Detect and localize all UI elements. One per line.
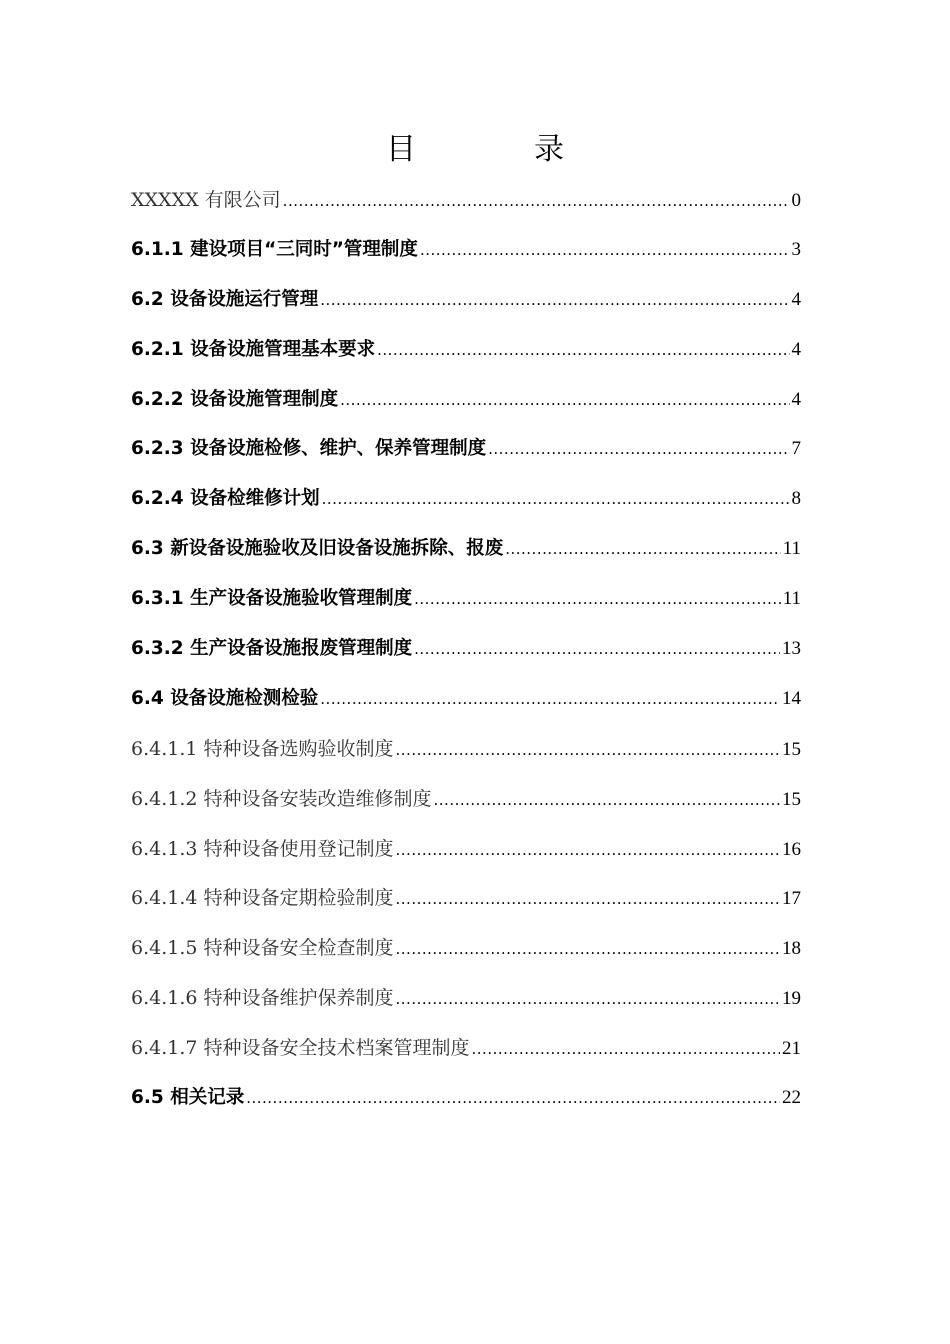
toc-entry[interactable]: [131, 1028, 801, 1078]
toc-entry-page: 13: [782, 638, 801, 660]
toc-entry[interactable]: [131, 529, 801, 579]
toc-entry[interactable]: [131, 729, 801, 779]
toc-entry[interactable]: [131, 978, 801, 1028]
toc-leader-dots: [377, 330, 789, 370]
toc-leader-dots: [420, 230, 790, 270]
toc-entry-page: 15: [782, 738, 801, 760]
toc-entry[interactable]: [131, 280, 801, 330]
toc-entry-label: 6.4.1.3 特种设备使用登记制度: [131, 837, 394, 860]
toc-entry-page: 15: [782, 788, 801, 810]
toc-entry-page: 17: [782, 888, 801, 910]
toc-entry-label: 6.2.1 设备设施管理基本要求: [131, 338, 376, 360]
toc-leader-dots: [414, 579, 781, 619]
toc-entry-label: 6.4.1.7 特种设备安全技术档案管理制度: [131, 1037, 470, 1060]
toc-entry-label: 6.4 设备设施检测检验: [131, 687, 319, 709]
toc-entry-label: 6.2.4 设备检维修计划: [131, 488, 320, 510]
page-title: 目 录: [386, 132, 608, 167]
toc-entry[interactable]: [131, 429, 801, 479]
toc-leader-dots: [283, 181, 790, 221]
toc-entry-page: 7: [791, 438, 801, 460]
toc-entry-label: 6.3.2 生产设备设施报废管理制度: [131, 638, 413, 660]
toc-leader-dots: [396, 730, 780, 770]
toc-leader-dots: [246, 1078, 780, 1118]
toc-entry[interactable]: [131, 928, 801, 978]
toc-entry-page: 18: [782, 938, 801, 960]
toc-leader-dots: [434, 780, 780, 820]
toc-entry[interactable]: [131, 779, 801, 829]
toc-leader-dots: [396, 929, 780, 969]
toc-leader-dots: [488, 429, 789, 469]
toc-entry-label: 6.2.2 设备设施管理制度: [131, 388, 339, 410]
toc-entry-label: XXXXX 有限公司: [131, 189, 281, 211]
toc-entry-page: 4: [791, 338, 801, 360]
toc-entry-label: 6.4.1.5 特种设备安全检查制度: [131, 937, 394, 960]
toc-entry[interactable]: [131, 679, 801, 729]
toc-leader-dots: [414, 629, 780, 669]
toc-entry[interactable]: [131, 1078, 801, 1128]
toc-entry-label: 6.3 新设备设施验收及旧设备设施拆除、报废: [131, 538, 504, 560]
toc-entry[interactable]: [131, 330, 801, 380]
toc-entry-label: 6.4.1.1 特种设备选购验收制度: [131, 737, 394, 760]
toc-entry-page: 16: [782, 838, 801, 860]
toc-entry-page: 14: [782, 687, 801, 709]
toc-entry-page: 4: [791, 388, 801, 410]
toc-entry[interactable]: [131, 180, 801, 230]
toc-leader-dots: [322, 479, 790, 519]
toc-entry-label: 6.4.1.2 特种设备安装改造维修制度: [131, 787, 432, 810]
toc-leader-dots: [320, 679, 780, 719]
toc-entry[interactable]: [131, 579, 801, 629]
toc-entry[interactable]: [131, 829, 801, 879]
table-of-contents: [131, 180, 801, 1128]
toc-entry-page: 8: [791, 488, 801, 510]
toc-leader-dots: [320, 280, 789, 320]
toc-entry-page: 11: [782, 588, 801, 610]
toc-entry-page: 4: [791, 288, 801, 310]
toc-leader-dots: [396, 830, 780, 870]
toc-leader-dots: [340, 380, 789, 420]
toc-entry-page: 3: [791, 238, 801, 260]
toc-entry-page: 19: [782, 988, 801, 1010]
toc-entry-label: 6.2 设备设施运行管理: [131, 288, 319, 310]
toc-entry[interactable]: [131, 878, 801, 928]
toc-entry-label: 6.5 相关记录: [131, 1087, 245, 1109]
toc-entry-label: 6.1.1 建设项目“三同时”管理制度: [131, 238, 418, 260]
toc-entry[interactable]: [131, 479, 801, 529]
toc-entry[interactable]: [131, 230, 801, 280]
toc-leader-dots: [505, 529, 780, 569]
toc-entry-page: 0: [791, 190, 801, 211]
toc-entry-page: 22: [782, 1087, 801, 1109]
toc-entry-page: 21: [782, 1038, 801, 1060]
toc-entry-page: 11: [782, 538, 801, 560]
toc-leader-dots: [396, 879, 780, 919]
toc-entry[interactable]: [131, 380, 801, 430]
toc-entry-label: 6.2.3 设备设施检修、维护、保养管理制度: [131, 438, 487, 460]
toc-entry[interactable]: [131, 629, 801, 679]
toc-entry-label: 6.4.1.4 特种设备定期检验制度: [131, 887, 394, 910]
toc-entry-label: 6.4.1.6 特种设备维护保养制度: [131, 987, 394, 1010]
toc-leader-dots: [472, 1029, 780, 1069]
toc-leader-dots: [396, 979, 780, 1019]
toc-entry-label: 6.3.1 生产设备设施验收管理制度: [131, 588, 413, 610]
